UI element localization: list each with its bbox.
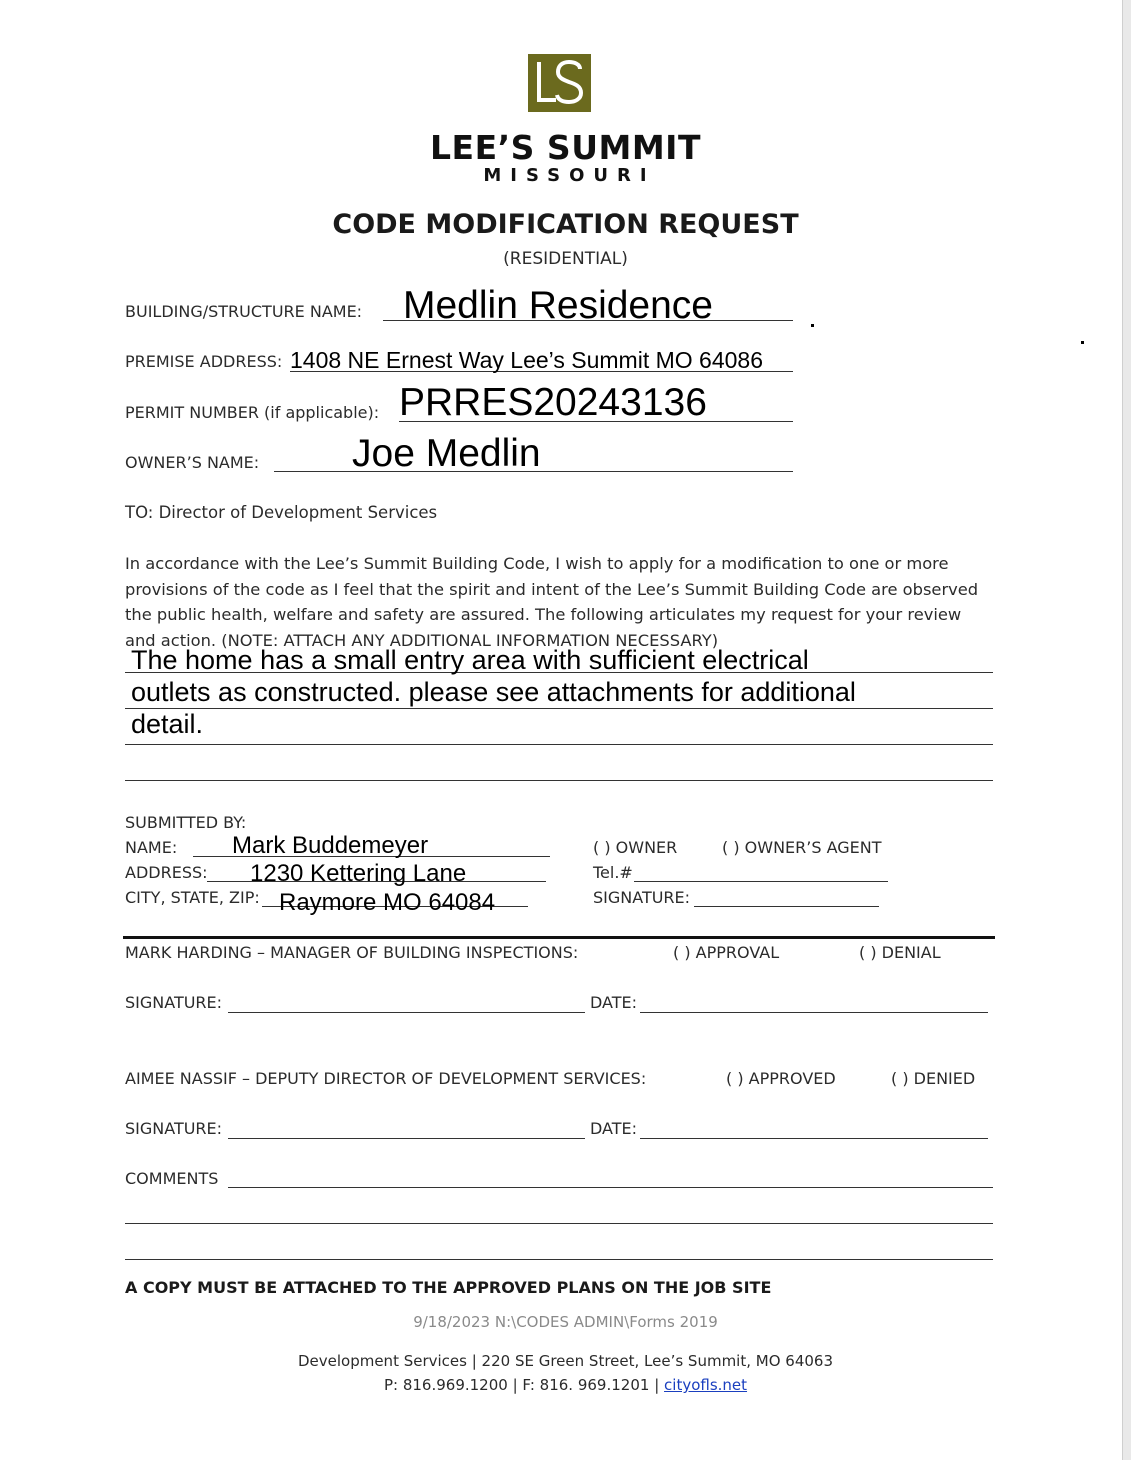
footer-address: Development Services | 220 SE Green Street, Lee’s Summit, MO 64063 (297, 1352, 834, 1370)
form-subtitle: (RESIDENTIAL) (503, 249, 628, 269)
building-name-field[interactable]: Medlin Residence (403, 284, 714, 327)
director-denied-option[interactable]: ( ) DENIED (891, 1069, 976, 1088)
statement-line: and action. (NOTE: ATTACH ANY ADDITIONAL INFORMATION NECESSARY) (125, 630, 719, 650)
owner-label: OWNER’S NAME: (125, 453, 260, 472)
request-text-line[interactable]: detail. (131, 709, 204, 739)
statement-line: In accordance with the Lee’s Summit Building Code, I wish to apply for a modification to one or more (125, 554, 949, 573)
manager-approval-option[interactable]: ( ) APPROVAL (673, 943, 780, 962)
to-line: TO: Director of Development Services (125, 503, 438, 522)
permit-label: PERMIT NUMBER (if applicable): (125, 403, 380, 422)
comments-label: COMMENTS (125, 1169, 219, 1188)
submitter-address-field[interactable]: 1230 Kettering Lane (250, 860, 467, 887)
director-signature-label: SIGNATURE: (125, 1119, 223, 1138)
submitter-csz-label: CITY, STATE, ZIP: (125, 888, 260, 907)
website-link[interactable]: cityofls.net (664, 1376, 748, 1394)
stray-dot (811, 324, 814, 327)
state-name: MISSOURI (483, 165, 656, 186)
director-approved-option[interactable]: ( ) APPROVED (726, 1069, 836, 1088)
owner-agent-option[interactable]: ( ) OWNER’S AGENT (722, 838, 882, 857)
footer-phones: P: 816.969.1200 | F: 816. 969.1201 | (383, 1376, 660, 1394)
submitter-csz-field[interactable]: Raymore MO 64084 (279, 889, 496, 916)
comments-line[interactable] (125, 1223, 993, 1224)
request-text-line[interactable]: The home has a small entry area with sufficient electrical (131, 645, 809, 675)
director-heading: AIMEE NASSIF – DEPUTY DIRECTOR OF DEVELOPMENT SERVICES: (125, 1069, 647, 1088)
request-text-line[interactable]: outlets as constructed. please see attachments for additional (131, 677, 856, 707)
request-line (125, 780, 993, 781)
manager-date-field[interactable] (640, 1012, 988, 1013)
director-date-label: DATE: (590, 1119, 638, 1138)
ls-logo-icon (528, 54, 591, 112)
section-divider (123, 936, 995, 939)
request-line (125, 708, 993, 709)
manager-signature-field[interactable] (228, 1012, 585, 1013)
statement-line: provisions of the code as I feel that the spirit and intent of the Lee’s Summit Building Code are observed (125, 579, 979, 599)
request-line (125, 744, 993, 745)
manager-heading: MARK HARDING – MANAGER OF BUILDING INSPECTIONS: (125, 943, 579, 962)
premise-label: PREMISE ADDRESS: (125, 352, 283, 371)
manager-denial-option[interactable]: ( ) DENIAL (859, 943, 941, 962)
submitter-signature-field[interactable] (694, 906, 879, 907)
submitter-name-label: NAME: (125, 838, 178, 857)
comments-line[interactable] (125, 1259, 993, 1260)
owner-option[interactable]: ( ) OWNER (593, 838, 678, 857)
director-date-field[interactable] (640, 1138, 988, 1139)
submitter-signature-label: SIGNATURE: (593, 888, 691, 907)
form-reference: 9/18/2023 N:\CODES ADMIN\Forms 2019 (413, 1313, 718, 1331)
copy-notice: A COPY MUST BE ATTACHED TO THE APPROVED PLANS ON THE JOB SITE (125, 1278, 772, 1297)
submitted-heading: SUBMITTED BY: (125, 813, 247, 832)
owner-name-field[interactable]: Joe Medlin (352, 432, 541, 475)
statement-line: the public health, welfare and safety are assured. The following articulates my request for your review (125, 605, 962, 624)
manager-signature-label: SIGNATURE: (125, 993, 223, 1012)
city-name: LEE’S SUMMIT (430, 128, 701, 167)
tel-field[interactable] (634, 881, 888, 882)
footer-contact (0, 1376, 1131, 1394)
comments-field[interactable] (228, 1187, 993, 1188)
form-title: CODE MODIFICATION REQUEST (332, 209, 799, 240)
premise-address-field[interactable]: 1408 NE Ernest Way Lee’s Summit MO 64086 (290, 347, 763, 373)
stray-dot (1081, 341, 1084, 344)
submitter-name-field[interactable]: Mark Buddemeyer (232, 832, 429, 859)
statement-paragraph (125, 551, 978, 653)
tel-label: Tel.# (593, 863, 633, 882)
director-signature-field[interactable] (228, 1138, 585, 1139)
city-logo (528, 54, 591, 112)
submitter-address-label: ADDRESS: (125, 863, 208, 882)
permit-number-field[interactable]: PRRES20243136 (399, 381, 707, 424)
manager-date-label: DATE: (590, 993, 638, 1012)
building-label: BUILDING/STRUCTURE NAME: (125, 302, 363, 321)
